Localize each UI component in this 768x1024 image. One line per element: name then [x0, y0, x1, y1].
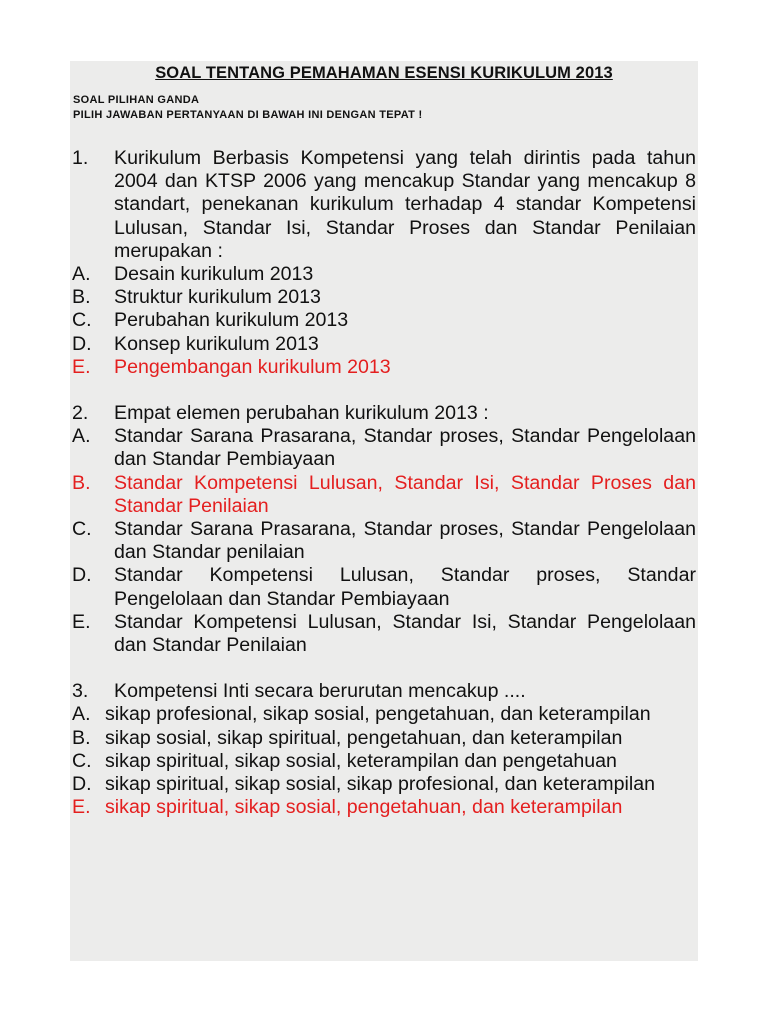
question-text: Empat elemen perubahan kurikulum 2013 :	[114, 402, 489, 425]
option-item[interactable]	[72, 727, 696, 750]
option-letter: A.	[72, 263, 91, 286]
page-title: SOAL TENTANG PEMAHAMAN ESENSI KURIKULUM 2013	[155, 64, 613, 82]
option-item[interactable]	[72, 333, 696, 356]
option-letter: C.	[72, 309, 92, 332]
option-text: Standar Sarana Prasarana, Standar proses, Standar Pengelolaan dan Standar penilaian	[114, 518, 696, 564]
option-item[interactable]	[72, 703, 696, 726]
question-item	[72, 402, 696, 657]
option-letter: C.	[72, 518, 92, 541]
option-text: Standar Kompetensi Lulusan, Standar proses, Standar Pengelolaan dan Standar Pembiayaan	[114, 564, 696, 610]
option-item-correct[interactable]	[72, 356, 696, 379]
option-item[interactable]	[72, 425, 696, 471]
option-text: Perubahan kurikulum 2013	[114, 309, 349, 332]
option-letter: E.	[72, 610, 91, 633]
option-item[interactable]	[72, 286, 696, 309]
page-subtitle: SOAL PILIHAN GANDA	[73, 94, 200, 106]
option-letter: C.	[72, 749, 92, 772]
question-item	[72, 147, 696, 379]
option-text: Desain kurikulum 2013	[114, 263, 314, 286]
option-item[interactable]	[72, 773, 696, 796]
question-number: 2.	[72, 402, 89, 425]
option-text: sikap spiritual, sikap sosial, pengetahuan, dan keterampilan	[105, 796, 623, 819]
question-list	[72, 147, 696, 819]
option-item-correct[interactable]	[72, 796, 696, 819]
option-letter: D.	[72, 332, 92, 355]
option-letter: A.	[72, 703, 91, 726]
question-header	[72, 402, 696, 425]
option-letter: D.	[72, 773, 92, 796]
option-item[interactable]	[72, 309, 696, 332]
option-text: sikap spiritual, sikap sosial, sikap profesional, dan keterampilan	[105, 773, 655, 796]
option-text: sikap spiritual, sikap sosial, keterampilan dan pengetahuan	[105, 749, 617, 772]
option-item[interactable]	[72, 750, 696, 773]
option-text: sikap sosial, sikap spiritual, pengetahuan, dan keterampilan	[105, 726, 623, 749]
question-item	[72, 680, 696, 819]
question-text: Kurikulum Berbasis Kompetensi yang telah dirintis pada tahun 2004 dan KTSP 2006 yang mencakup Standar yang mencakup 8 standart, penekanan kurikulum terhadap 4 standar Kompetensi Lulusan, Standar Isi, Standar Proses dan Standar Penilaian merupakan :	[114, 147, 696, 262]
option-text: Standar Sarana Prasarana, Standar proses, Standar Pengelolaan dan Standar Pembiayaan	[114, 425, 696, 471]
option-text: Konsep kurikulum 2013	[114, 332, 319, 355]
page-instruction: PILIH JAWABAN PERTANYAAN DI BAWAH INI DENGAN TEPAT !	[73, 109, 423, 121]
option-item[interactable]	[72, 611, 696, 657]
option-text: Struktur kurikulum 2013	[114, 286, 321, 309]
option-letter: B.	[72, 471, 91, 494]
question-text: Kompetensi Inti secara berurutan mencakup ....	[114, 680, 526, 703]
document-sheet	[70, 61, 698, 961]
question-header	[72, 147, 696, 263]
question-header	[72, 680, 696, 703]
option-item[interactable]	[72, 263, 696, 286]
option-text: Standar Kompetensi Lulusan, Standar Isi, Standar Pengelolaan dan Standar Penilaian	[114, 610, 696, 657]
question-number: 3.	[72, 680, 89, 703]
option-item[interactable]	[72, 564, 696, 610]
option-letter: D.	[72, 564, 92, 587]
option-letter: B.	[72, 726, 91, 749]
option-letter: E.	[72, 355, 91, 378]
option-text: Standar Kompetensi Lulusan, Standar Isi, Standar Proses dan Standar Penilaian	[114, 471, 696, 517]
option-letter: B.	[72, 286, 91, 309]
option-item-correct[interactable]	[72, 472, 696, 518]
option-letter: A.	[72, 425, 91, 448]
option-text: sikap profesional, sikap sosial, pengetahuan, dan keterampilan	[105, 703, 651, 726]
question-number: 1.	[72, 147, 89, 169]
option-text: Pengembangan kurikulum 2013	[114, 355, 391, 378]
option-item[interactable]	[72, 518, 696, 564]
option-letter: E.	[72, 796, 91, 819]
